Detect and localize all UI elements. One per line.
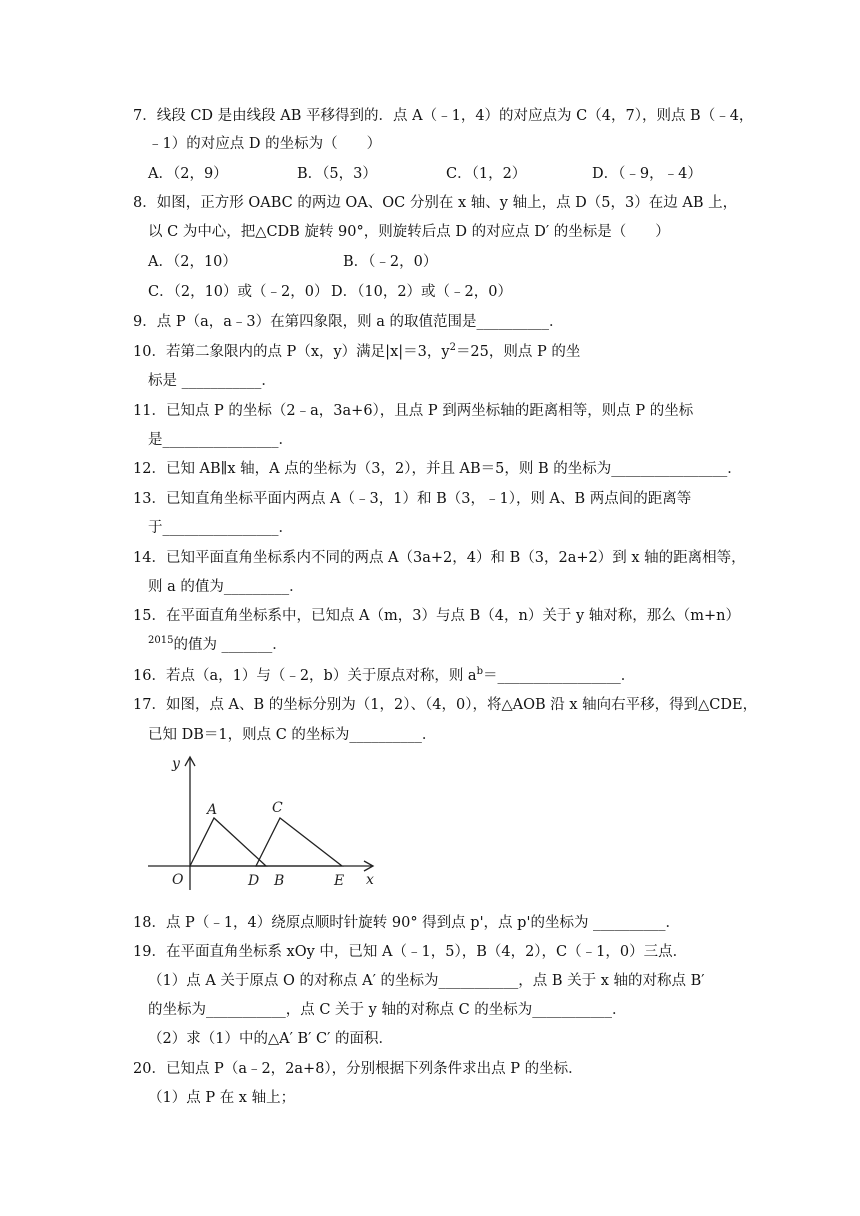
triangle-aob	[190, 818, 266, 866]
q15-exponent: 2015	[148, 635, 174, 647]
q7-option-c: C．（1，2）	[446, 166, 527, 182]
q12-line: 12．已知 AB∥x 轴，A 点的坐标为（3，2），并且 AB＝5，则 B 的坐标为________________．	[133, 461, 742, 477]
q16-line	[133, 666, 635, 686]
label-y: y	[172, 756, 180, 772]
q8-option-a: A．（2，10）	[148, 254, 237, 270]
label-x: x	[366, 872, 374, 888]
q10-line1	[133, 342, 580, 362]
q11-line2: 是________________．	[148, 432, 293, 448]
triangle-cde	[256, 818, 342, 866]
q8-line1: 8．如图，正方形 OABC 的两边 OA、OC 分别在 x 轴、y 轴上，点 D（5，3）在边 AB 上，	[133, 195, 738, 211]
q11-line1: 11．已知点 P 的坐标（2﹣a，3a+6），且点 P 到两坐标轴的距离相等，则点 P 的坐标	[133, 403, 694, 419]
q15-line1: 15．在平面直角坐标系中，已知点 A（m，3）与点 B（4，n）关于 y 轴对称，那么（m+n）	[133, 608, 740, 624]
q14-line1: 14．已知平面直角坐标系内不同的两点 A（3a+2，4）和 B（3，2a+2）到 x 轴的距离相等，	[133, 550, 746, 566]
q7-line1: 7．线段 CD 是由线段 AB 平移得到的．点 A（﹣1，4）的对应点为 C（4，7），则点 B（﹣4，	[133, 108, 754, 124]
q13-line2: 于________________．	[148, 520, 293, 536]
q16-post: ＝_________________．	[483, 668, 636, 684]
q19-line1: 19．在平面直角坐标系 xOy 中，已知 A（﹣1，5），B（4，2），C（﹣1，0）三点．	[133, 944, 688, 960]
q7-option-a: A．（2，9）	[148, 166, 228, 182]
q15-line2	[148, 635, 287, 655]
q10-line1-pre: 10．若第二象限内的点 P（x，y）满足|x|＝3，y	[133, 344, 450, 360]
q8-option-b: B．（﹣2，0）	[343, 254, 438, 270]
q8-option-d: D．（10，2）或（﹣2，0）	[331, 284, 513, 300]
q19-line2: （1）点 A 关于原点 O 的对称点 A′ 的坐标为___________，点 B 关于 x 轴的对称点 B′	[148, 973, 705, 989]
label-d: D	[248, 873, 260, 889]
label-a: A	[207, 802, 218, 818]
q10-exponent: 2	[449, 342, 456, 354]
q15-line2-text: 的值为 _______．	[173, 637, 287, 653]
q16-pre: 16．若点（a，1）与（﹣2，b）关于原点对称，则 a	[133, 668, 477, 684]
q10-line1-post: ＝25，则点 P 的坐	[455, 344, 581, 360]
q19-line3: 的坐标为___________，点 C 关于 y 轴的对称点 C 的坐标为___________．	[148, 1002, 627, 1018]
q9-line: 9．点 P（a，a﹣3）在第四象限，则 a 的取值范围是__________．	[133, 314, 564, 330]
label-c: C	[272, 800, 283, 816]
q8-line2: 以 C 为中心，把△CDB 旋转 90°，则旋转后点 D 的对应点 D′ 的坐标是（ ）	[148, 224, 670, 240]
q20-line2: （1）点 P 在 x 轴上；	[148, 1090, 296, 1106]
q19-line4: （2）求（1）中的△A′ B′ C′ 的面积．	[148, 1031, 394, 1047]
q10-line2: 标是 ___________．	[148, 373, 276, 389]
q8-option-c: C．（2，10）或（﹣2，0）	[148, 284, 329, 300]
q16-exponent: b	[476, 666, 483, 678]
label-o: O	[172, 872, 184, 888]
q17-line1: 17．如图，点 A、B 的坐标分别为（1，2）、（4，0），将△AOB 沿 x 轴向右平移，得到△CDE，	[133, 697, 758, 713]
q7-option-b: B．（5，3）	[297, 166, 377, 182]
q18-line: 18．点 P（﹣1，4）绕原点顺时针旋转 90° 得到点 p'，点 p'的坐标为 __________．	[133, 915, 681, 931]
q13-line1: 13．已知直角坐标平面内两点 A（﹣3，1）和 B（3，﹣1），则 A、B 两点间的距离等	[133, 491, 692, 507]
q7-option-d: D．（﹣9，﹣4）	[592, 166, 702, 182]
q7-line2: ﹣1）的对应点 D 的坐标为（ ）	[148, 136, 382, 152]
label-e: E	[334, 873, 345, 889]
label-b: B	[274, 873, 285, 889]
q17-figure	[142, 754, 382, 894]
q14-line2: 则 a 的值为_________．	[148, 579, 304, 595]
q17-line2: 已知 DB＝1，则点 C 的坐标为__________．	[148, 727, 437, 743]
q20-line1: 20．已知点 P（a﹣2，2a+8），分别根据下列条件求出点 P 的坐标．	[133, 1061, 583, 1077]
